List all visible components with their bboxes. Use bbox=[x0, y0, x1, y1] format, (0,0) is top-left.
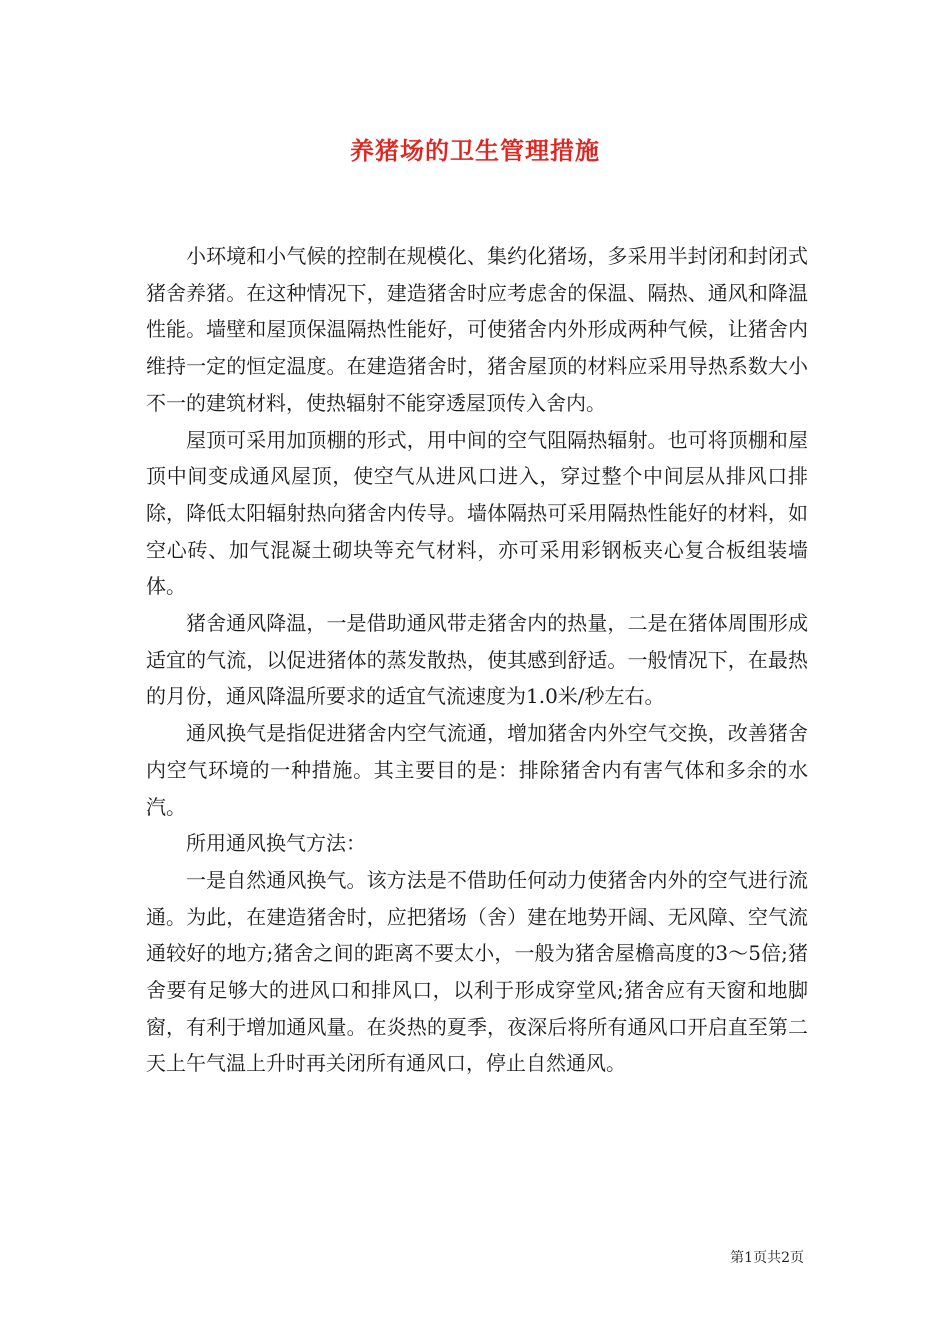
paragraph: 屋顶可采用加顶棚的形式，用中间的空气阻隔热辐射。也可将顶棚和屋顶中间变成通风屋顶，使空气从进风口进入，穿过整个中间层从排风口排除，降低太阳辐射热向猪舍内传导。墙体隔热可采用隔热性能好的材料，如空心砖、加气混凝土砌块等充气材料，亦可采用彩钢板夹心复合板组装墙体。 bbox=[146, 427, 808, 599]
document-body bbox=[146, 238, 808, 1082]
page-number: 第1页共2页 bbox=[730, 1250, 804, 1266]
paragraph: 所用通风换气方法： bbox=[186, 831, 366, 856]
paragraph: 猪舍通风降温，一是借助通风带走猪舍内的热量，二是在猪体周围形成适宜的气流，以促进猪体的蒸发散热，使其感到舒适。一般情况下，在最热的月份，通风降温所要求的适宜气流速度为1.0米/秒左右。 bbox=[146, 611, 808, 709]
paragraph: 小环境和小气候的控制在规模化、集约化猪场，多采用半封闭和封闭式猪舍养猪。在这种情况下，建造猪舍时应考虑舍的保温、隔热、通风和降温性能。墙壁和屋顶保温隔热性能好，可使猪舍内外形成两种气候，让猪舍内维持一定的恒定温度。在建造猪舍时，猪舍屋顶的材料应采用导热系数大小不一的建筑材料，使热辐射不能穿透屋顶传入舍内。 bbox=[146, 244, 808, 415]
paragraph: 一是自然通风换气。该方法是不借助任何动力使猪舍内外的空气进行流通。为此，在建造猪舍时，应把猪场（舍）建在地势开阔、无风障、空气流通较好的地方;猪舍之间的距离不要太小，一般为猪舍屋檐高度的3～5倍;猪舍要有足够大的进风口和排风口，以利于形成穿堂风;猪舍应有天窗和地脚窗，有利于增加通风量。在炎热的夏季，夜深后将所有通风口开启直至第二天上午气温上升时再关闭所有通风口，停止自然通风。 bbox=[146, 867, 808, 1076]
paragraph: 通风换气是指促进猪舍内空气流通，增加猪舍内外空气交换，改善猪舍内空气环境的一种措施。其主要目的是：排除猪舍内有害气体和多余的水汽。 bbox=[146, 721, 808, 819]
document-title: 养猪场的卫生管理措施 bbox=[350, 136, 600, 165]
